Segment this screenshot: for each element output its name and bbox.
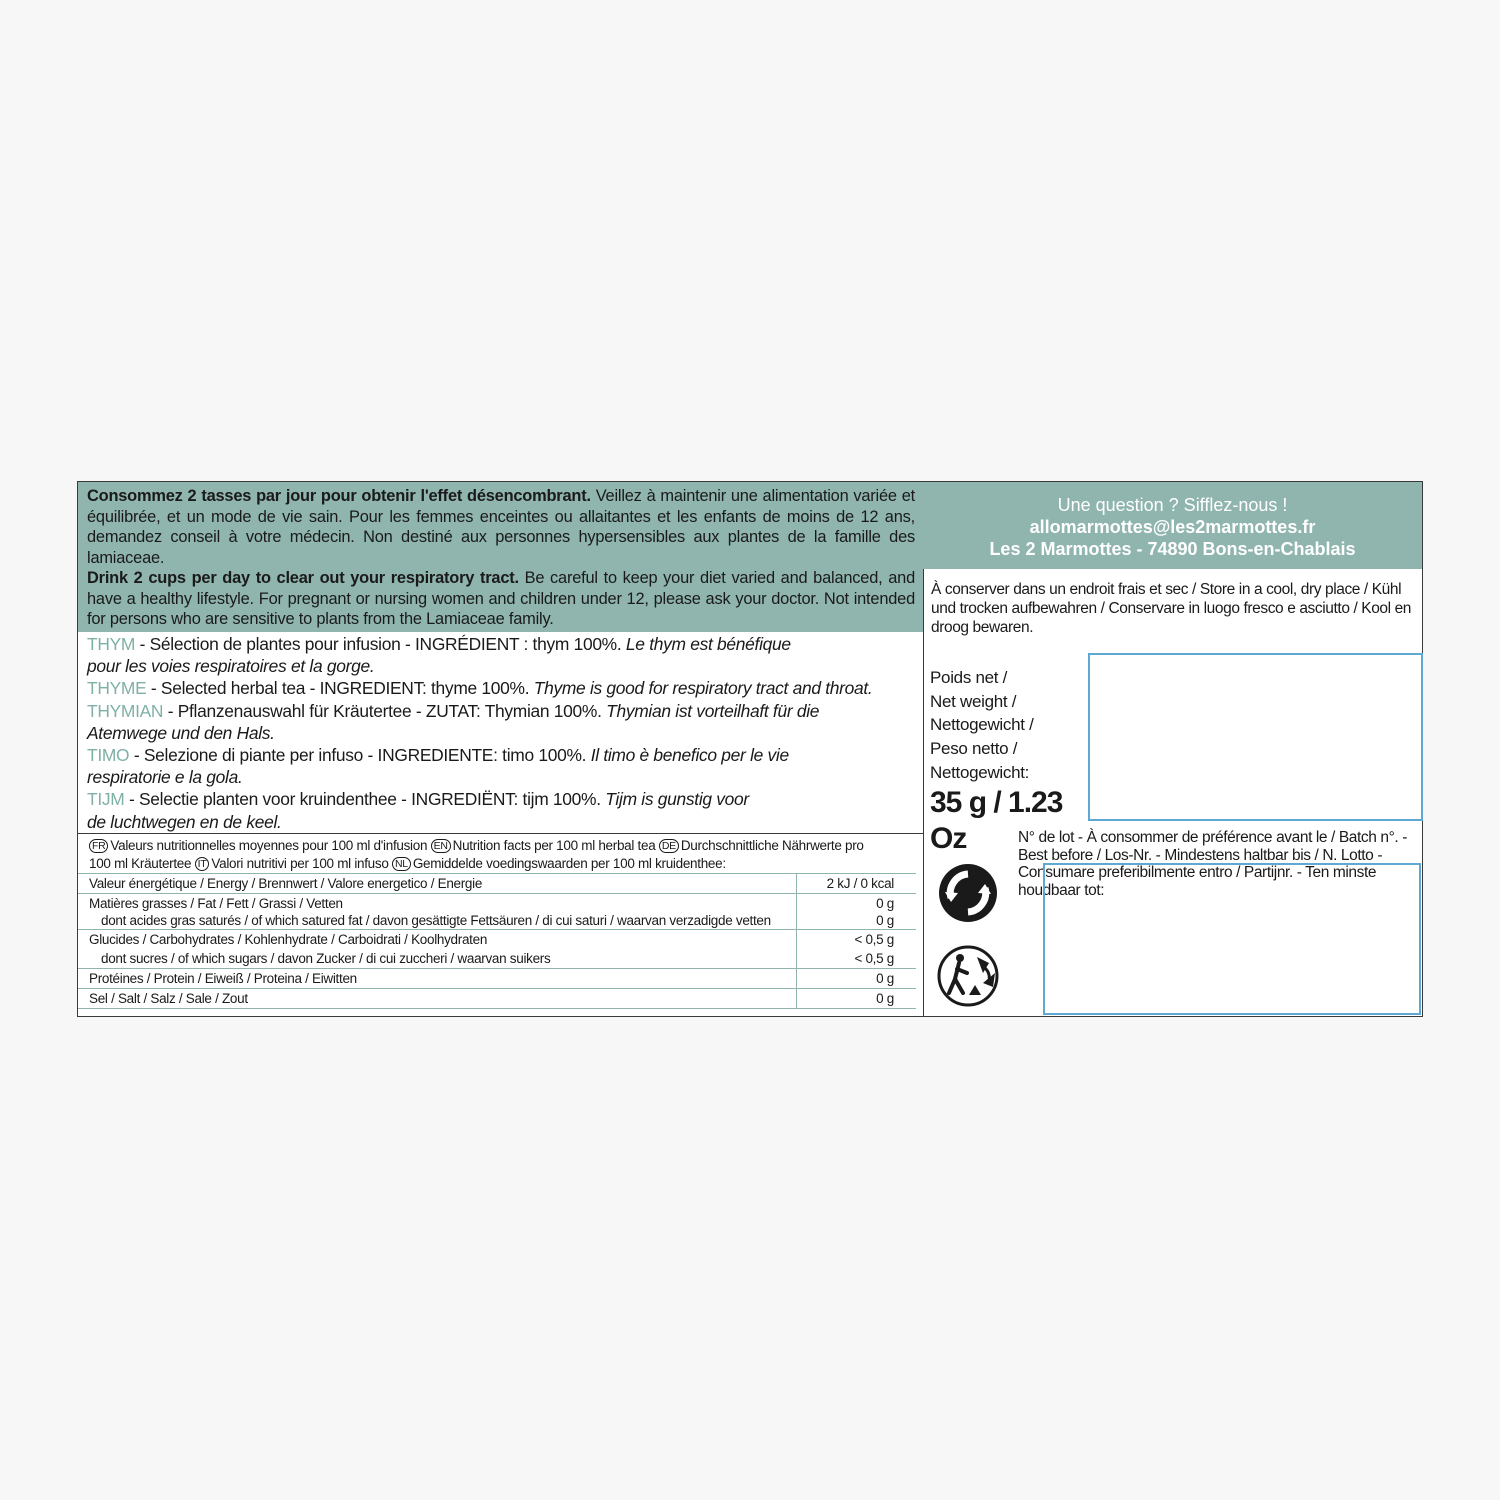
table-row: Sel / Salt / Salz / Sale / Zout 0 g [78,989,916,1009]
lang-badge-it: IT [195,857,210,871]
label-right-panel [923,482,1422,1016]
name-row-fr: THYM - Sélection de plantes pour infusion - INGRÉDIENT : thym 100%. Le thym est bénéfique pour les voies respiratoires et la gorge. [87,634,791,677]
table-row: Glucides / Carbohydrates / Kohlenhydrate / Carboidrati / Koolhydraten dont sucres / of which sugars / davon Zucker / di cui zuccheri / waarvan suikers < 0,5 g < 0,5 g [78,930,916,969]
net-weight: Poids net / Net weight / Nettogewicht / Peso netto / Nettogewicht: 35 g / 1.23 Oz [930,666,1090,857]
lot-best-before: N° de lot - À consommer de préférence avant le / Batch n°. - Best before / Los-Nr. - Mindestens haltbar bis / N. Lotto - Consumare preferibilmente entro / Partijnr. - Ten minste houdbaar tot: [1018,829,1408,899]
name-row-nl: TIJM - Selectie planten voor kruindenthee - INGREDIËNT: tijm 100%. Tijm is gunstig voor de luchtwegen en de keel. [87,789,749,832]
product-label [77,481,1423,1017]
lang-badge-en: EN [431,839,451,853]
table-row: Matières grasses / Fat / Fett / Grassi / Vetten dont acides gras saturés / of which satured fat / davon gesättigte Fettsäuren / di cui saturi / waarvan verzadigde vetten 0 g 0 g [78,894,916,930]
nutrition-header: FR Valeurs nutritionnelles moyennes pour 100 ml d'infusion EN Nutrition facts per 100 ml herbal tea DE Durchschnittliche Nährwerte pro 100 ml Kräutertee IT Valori nutritivi per 100 ml infuso NL Gemiddelde voedingswaarden per 100 ml kruidenthee: [89,838,864,871]
consumption-advice [78,482,923,632]
product-names [78,632,923,832]
contact-question: Une question ? Sifflez-nous ! [1057,495,1288,515]
table-row: Protéines / Protein / Eiweiß / Proteina / Eiwitten 0 g [78,969,916,989]
net-weight-value: 35 g / 1.23 Oz [930,785,1063,855]
advice-en: Drink 2 cups per day to clear out your respiratory tract. Be careful to keep your diet varied and balanced, and have a healthy lifestyle. For pregnant or nursing women and children under 12, please ask your doctor. Not intended for persons who are sensitive to plants from the Lamiaceae family. [87,569,915,628]
nutrition-facts [78,833,923,1017]
contact-banner [923,482,1422,569]
advice-fr: Consommez 2 tasses par jour pour obtenir l'effet désencombrant. Veillez à maintenir une alimentation variée et équilibrée, et un mode de vie sain. Pour les femmes enceintes ou allaitantes et les enfants de moins de 12 ans, demandez conseil à votre médecin. Non destiné aux personnes hypersensibles aux plantes de la famille des lamiaceae. [87,487,915,567]
weight-print-box [1088,653,1423,821]
nutrition-table [78,873,916,1009]
storage-instructions: À conserver dans un endroit frais et sec / Store in a cool, dry place / Kühl und trocken aufbewahren / Conservare in luogo fresco e asciutto / Kool en droog bewaren. [931,581,1412,636]
name-row-en: THYME - Selected herbal tea - INGREDIENT: thyme 100%. Thyme is good for respiratory tract and throat. [87,678,873,699]
contact-email[interactable]: allomarmottes@les2marmottes.fr [1029,517,1316,537]
contact-address: Les 2 Marmottes - 74890 Bons-en-Chablais [989,539,1356,559]
recycling-point-icon [937,862,999,929]
lang-badge-nl: NL [392,857,411,871]
label-left-panel [78,482,924,1016]
tidyman-recycle-icon [937,943,1007,1014]
table-row: Valeur énergétique / Energy / Brennwert / Valore energetico / Energie 2 kJ / 0 kcal [78,874,916,894]
name-row-it: TIMO - Selezione di piante per infuso - INGREDIENTE: timo 100%. Il timo è benefico per le vie respiratorie e la gola. [87,745,789,788]
lot-print-box [1043,863,1421,1015]
lang-badge-de: DE [659,839,679,853]
lang-badge-fr: FR [89,839,108,853]
name-row-de: THYMIAN - Pflanzenauswahl für Kräutertee - ZUTAT: Thymian 100%. Thymian ist vorteilhaft für die Atemwege und den Hals. [87,700,820,743]
